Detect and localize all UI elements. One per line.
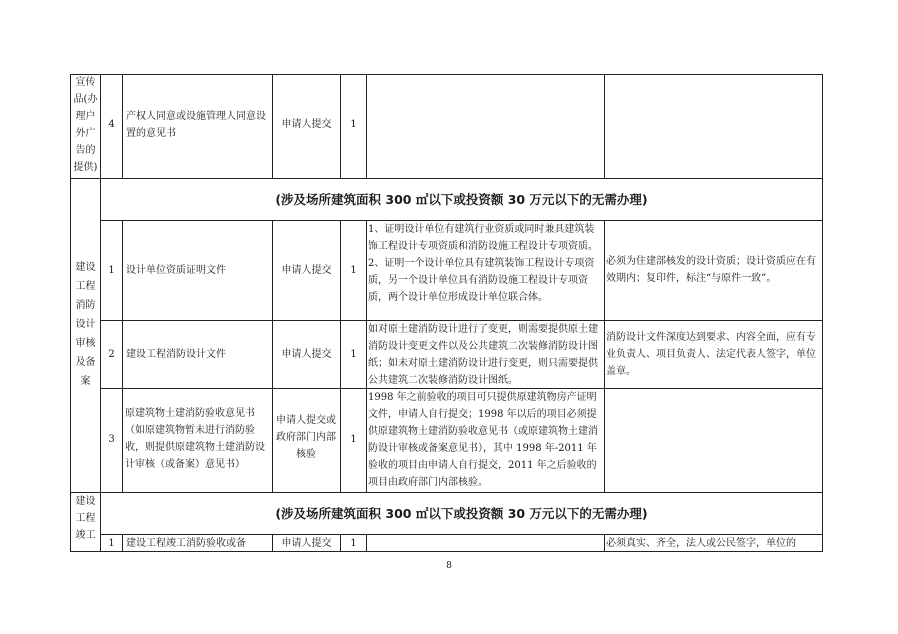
category-publicity: 宣传品(办理户外广告的提供) [73, 77, 98, 173]
row-number: 2 [108, 349, 115, 360]
material-name: 建设工程竣工消防验收或备 [126, 538, 246, 549]
material-source: 申请人提交 [281, 349, 332, 360]
exemption-banner: (涉及场所建筑面积 300 ㎡以下或投资额 30 万元以下的无需办理) [275, 506, 648, 521]
material-source: 申请人提交或政府部门内部核验 [276, 415, 336, 460]
material-count: 1 [350, 349, 357, 360]
category-completion: 建设工程竣工 [75, 496, 96, 541]
material-name: 产权人同意或设施管理人同意设置的意见书 [126, 111, 266, 139]
row-number: 1 [108, 265, 115, 276]
material-count: 1 [350, 434, 357, 445]
material-requirement: 必须为住建部核发的设计资质；设计资质应在有效期内；复印件，标注“与原件一致”。 [606, 256, 816, 284]
category-design-review: 建设工程消防设计审核及备案 [75, 262, 96, 387]
material-source: 申请人提交 [281, 265, 332, 276]
material-name: 建设工程消防设计文件 [126, 349, 226, 360]
material-count: 1 [350, 265, 357, 276]
row-number: 1 [108, 538, 115, 549]
row-number: 3 [108, 434, 115, 445]
material-count: 1 [350, 538, 357, 549]
page-number: 8 [446, 561, 452, 571]
material-name: 设计单位资质证明文件 [126, 265, 226, 276]
material-source: 申请人提交 [281, 538, 332, 549]
exemption-banner: (涉及场所建筑面积 300 ㎡以下或投资额 30 万元以下的无需办理) [275, 192, 648, 207]
material-notes: 1、证明设计单位有建筑行业资质或同时兼具建筑装饰工程设计专项资质和消防设施工程设计专项资质。2、证明一个设计单位具有建筑装饰工程设计专项资质，另一个设计单位具有消防设施工程设计专项资质，两个设计单位形成设计单位联合体。 [368, 224, 598, 303]
material-notes: 1998 年之前验收的项目可只提供原建筑物房产证明文件，申请人自行提交；1998 年以后的项目必须提供原建筑物土建消防验收意见书（或原建筑物土建消防设计审核或备案意见书），其中 1998 年-2011 年验收的项目由申请人自行提交，2011 年之后验收的项目由政府部门内部核验。 [368, 392, 598, 488]
row-number: 4 [108, 119, 115, 130]
material-source: 申请人提交 [281, 119, 332, 130]
requirements-table [70, 74, 822, 552]
material-name: 原建筑物土建消防验收意见书（如原建筑物暂未进行消防验收，则提供原建筑物土建消防设计审核（或备案）意见书） [125, 408, 265, 470]
material-requirement: 必须真实、齐全，法人或公民签字，单位的 [606, 538, 796, 549]
material-requirement: 消防设计文件深度达到要求、内容全面，应有专业负责人、项目负责人、法定代表人签字，单位盖章。 [606, 332, 816, 377]
material-notes: 如对原土建消防设计进行了变更，则需要提供原土建消防设计变更文件以及公共建筑二次装修消防设计图纸；如未对原土建消防设计进行变更，则只需要提供公共建筑二次装修消防设计图纸。 [368, 324, 598, 386]
material-count: 1 [350, 119, 357, 130]
